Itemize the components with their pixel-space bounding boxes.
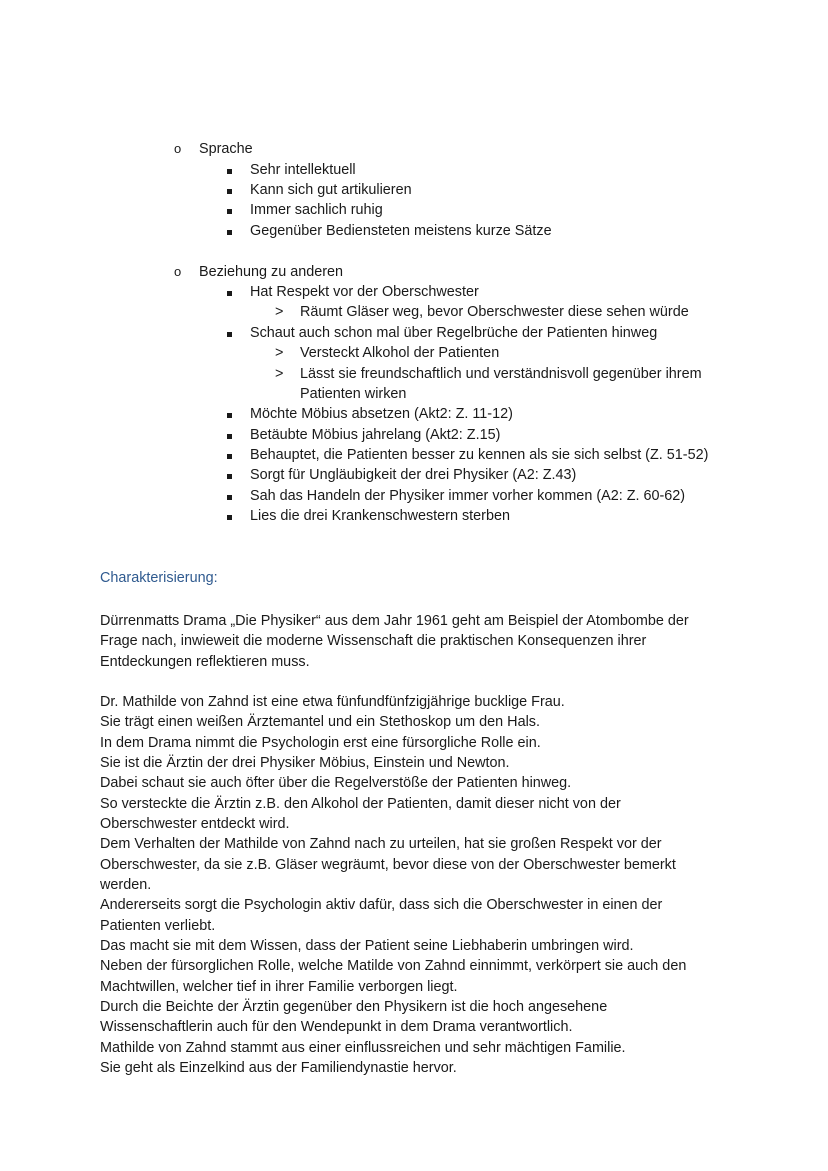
paragraph-line: In dem Drama nimmt die Psychologin erst eine fürsorgliche Rolle ein. <box>100 735 541 751</box>
circle-bullet: o <box>174 264 182 279</box>
paragraph-line: Dabei schaut sie auch öfter über die Regelverstöße der Patienten hinweg. <box>100 775 572 791</box>
sub-list-item: Lässt sie freundschaftlich und verständnisvoll gegenüber ihrem <box>300 366 702 382</box>
list-item: Behauptet, die Patienten besser zu kennen als sie sich selbst (Z. 51-52) <box>250 447 709 463</box>
paragraph-line: Das macht sie mit dem Wissen, dass der Patient seine Liebhaberin umbringen wird. <box>100 938 634 954</box>
paragraph-line: Neben der fürsorglichen Rolle, welche Matilde von Zahnd einnimmt, verkörpert sie auch den <box>100 958 687 974</box>
arrow-bullet: > <box>275 345 284 361</box>
square-bullet <box>227 486 232 506</box>
square-bullet <box>227 404 232 424</box>
section-heading: Charakterisierung: <box>100 570 218 586</box>
paragraph-line: werden. <box>100 877 152 893</box>
list-item: Sorgt für Ungläubigkeit der drei Physiker (A2: Z.43) <box>250 467 577 483</box>
square-bullet <box>227 221 232 241</box>
square-bullet <box>227 180 232 200</box>
list-item: Gegenüber Bediensteten meistens kurze Sätze <box>250 223 552 239</box>
paragraph-line: Mathilde von Zahnd stammt aus einer einflussreichen und sehr mächtigen Familie. <box>100 1040 626 1056</box>
paragraph-line: Sie geht als Einzelkind aus der Familiendynastie hervor. <box>100 1060 457 1076</box>
sub-list-item: Räumt Gläser weg, bevor Oberschwester diese sehen würde <box>300 304 689 320</box>
square-bullet <box>227 445 232 465</box>
list-item: Immer sachlich ruhig <box>250 202 383 218</box>
outline-heading-beziehung: Beziehung zu anderen <box>199 264 344 280</box>
list-item: Kann sich gut artikulieren <box>250 182 412 198</box>
paragraph-line: Frage nach, inwieweit die moderne Wissenschaft die praktischen Konsequenzen ihrer <box>100 633 647 649</box>
list-item: Sehr intellektuell <box>250 162 356 178</box>
paragraph-line: Oberschwester entdeckt wird. <box>100 816 290 832</box>
square-bullet <box>227 200 232 220</box>
arrow-bullet: > <box>275 366 284 382</box>
paragraph-line: Durch die Beichte der Ärztin gegenüber den Physikern ist die hoch angesehene <box>100 999 608 1015</box>
paragraph-line: Dr. Mathilde von Zahnd ist eine etwa fünfundfünfzigjährige bucklige Frau. <box>100 694 565 710</box>
arrow-bullet: > <box>275 304 284 320</box>
paragraph-line: Andererseits sorgt die Psychologin aktiv dafür, dass sich die Oberschwester in einen der <box>100 897 663 913</box>
list-item: Schaut auch schon mal über Regelbrüche der Patienten hinweg <box>250 325 658 341</box>
paragraph-line: Oberschwester, da sie z.B. Gläser wegräumt, bevor diese von der Oberschwester bemerkt <box>100 857 676 873</box>
paragraph-line: Machtwillen, welcher tief in ihrer Familie verborgen liegt. <box>100 979 458 995</box>
square-bullet <box>227 160 232 180</box>
paragraph-line: So versteckte die Ärztin z.B. den Alkohol der Patienten, damit dieser nicht von der <box>100 796 621 812</box>
list-item: Sah das Handeln der Physiker immer vorher kommen (A2: Z. 60-62) <box>250 488 686 504</box>
paragraph-line: Patienten verliebt. <box>100 918 216 934</box>
sub-list-item-continuation: Patienten wirken <box>300 386 407 402</box>
paragraph-line: Sie ist die Ärztin der drei Physiker Möbius, Einstein und Newton. <box>100 755 510 771</box>
paragraph-line: Dürrenmatts Drama „Die Physiker“ aus dem Jahr 1961 geht am Beispiel der Atombombe der <box>100 613 689 629</box>
circle-bullet: o <box>174 141 182 156</box>
square-bullet <box>227 425 232 445</box>
list-item: Lies die drei Krankenschwestern sterben <box>250 508 510 524</box>
square-bullet <box>227 465 232 485</box>
paragraph-line: Wissenschaftlerin auch für den Wendepunkt in dem Drama verantwortlich. <box>100 1019 573 1035</box>
square-bullet <box>227 506 232 526</box>
square-bullet <box>227 323 232 343</box>
square-bullet <box>227 282 232 302</box>
list-item: Hat Respekt vor der Oberschwester <box>250 284 479 300</box>
paragraph-line: Entdeckungen reflektieren muss. <box>100 654 310 670</box>
sub-list-item: Versteckt Alkohol der Patienten <box>300 345 500 361</box>
outline-heading-sprache: Sprache <box>199 141 253 157</box>
paragraph-line: Sie trägt einen weißen Ärztemantel und ein Stethoskop um den Hals. <box>100 714 540 730</box>
list-item: Möchte Möbius absetzen (Akt2: Z. 11-12) <box>250 406 513 422</box>
list-item: Betäubte Möbius jahrelang (Akt2: Z.15) <box>250 427 501 443</box>
paragraph-line: Dem Verhalten der Mathilde von Zahnd nach zu urteilen, hat sie großen Respekt vor der <box>100 836 662 852</box>
